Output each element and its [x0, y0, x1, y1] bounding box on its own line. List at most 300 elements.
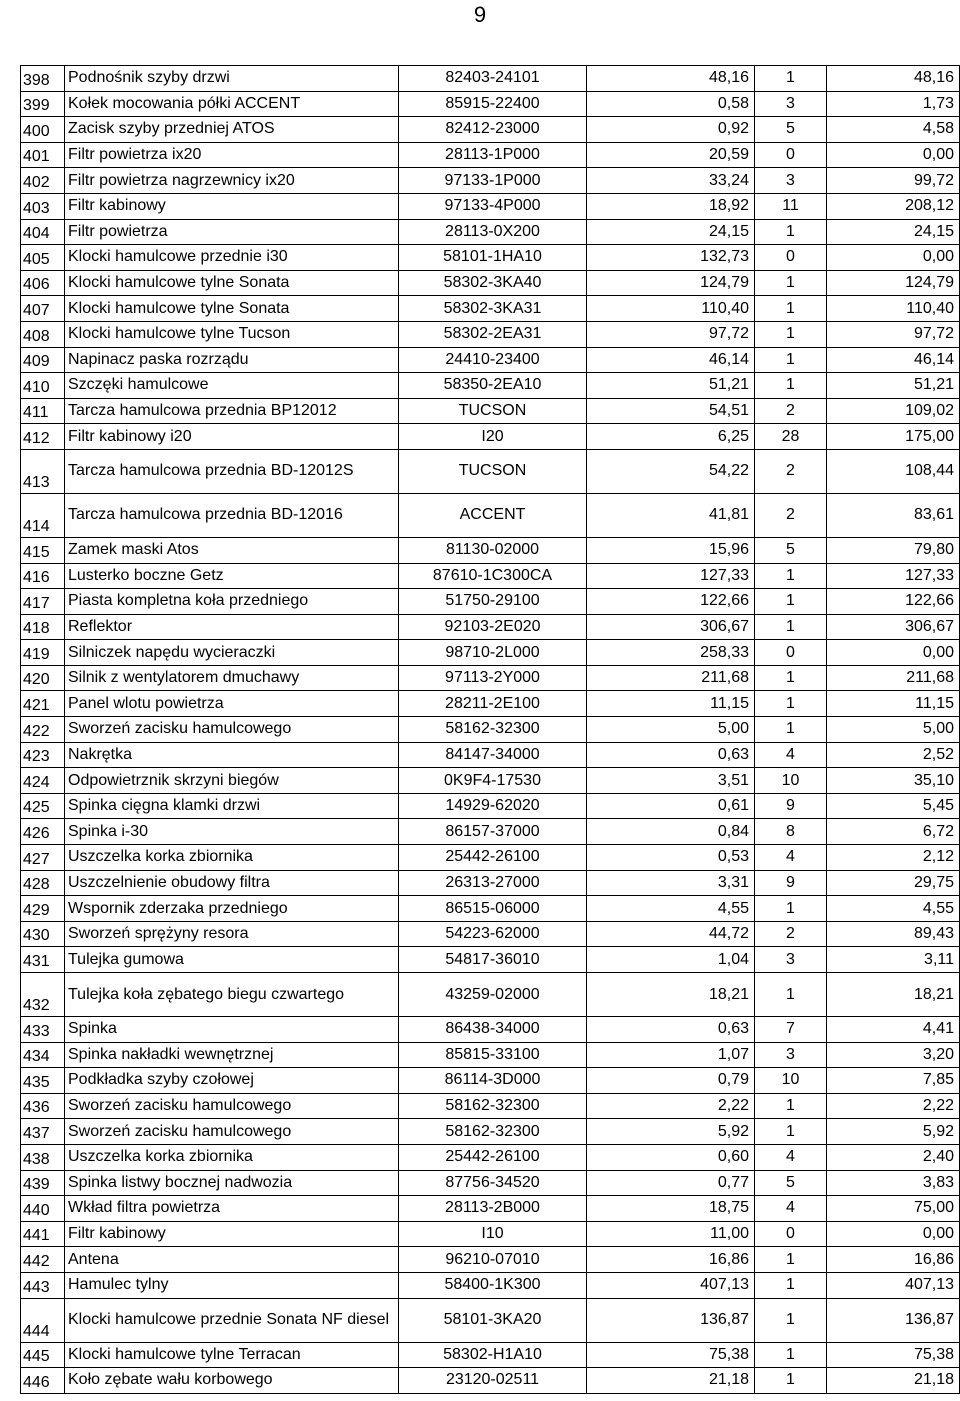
table-row [21, 563, 960, 589]
unit-price-cell: 48,16 [587, 66, 755, 92]
part-name-cell: Szczęki hamulcowe [65, 373, 399, 399]
unit-price-cell: 0,84 [587, 819, 755, 845]
unit-price-cell: 0,58 [587, 91, 755, 117]
part-code-cell: 28211-2E100 [399, 691, 587, 717]
total-value-cell: 136,87 [827, 1298, 960, 1342]
row-number-cell: 408 [21, 321, 65, 347]
table-row [21, 270, 960, 296]
part-code-cell: 58162-32300 [399, 1093, 587, 1119]
part-name-cell: Filtr kabinowy [65, 1221, 399, 1247]
part-code-cell: 14929-62020 [399, 793, 587, 819]
unit-price-cell: 0,92 [587, 117, 755, 143]
part-name-cell: Klocki hamulcowe przednie i30 [65, 245, 399, 271]
table-row [21, 1170, 960, 1196]
table-row [21, 493, 960, 537]
total-value-cell: 18,21 [827, 973, 960, 1017]
quantity-cell: 2 [755, 921, 827, 947]
quantity-cell: 9 [755, 793, 827, 819]
row-number-cell: 434 [21, 1042, 65, 1068]
table-row [21, 1017, 960, 1043]
unit-price-cell: 18,92 [587, 193, 755, 219]
part-code-cell: 28113-0X200 [399, 219, 587, 245]
part-code-cell: 86515-06000 [399, 896, 587, 922]
part-name-cell: Klocki hamulcowe tylne Tucson [65, 321, 399, 347]
quantity-cell: 3 [755, 91, 827, 117]
total-value-cell: 122,66 [827, 589, 960, 615]
total-value-cell: 29,75 [827, 870, 960, 896]
row-number-cell: 412 [21, 424, 65, 450]
quantity-cell: 3 [755, 168, 827, 194]
row-number-cell: 439 [21, 1170, 65, 1196]
table-row [21, 589, 960, 615]
quantity-cell: 28 [755, 424, 827, 450]
table-row [21, 973, 960, 1017]
total-value-cell: 2,40 [827, 1144, 960, 1170]
row-number-cell: 437 [21, 1119, 65, 1145]
part-name-cell: Sworzeń zacisku hamulcowego [65, 1093, 399, 1119]
part-name-cell: Spinka listwy bocznej nadwozia [65, 1170, 399, 1196]
part-code-cell: 82412-23000 [399, 117, 587, 143]
total-value-cell: 89,43 [827, 921, 960, 947]
table-row [21, 117, 960, 143]
row-number-cell: 417 [21, 589, 65, 615]
row-number-cell: 440 [21, 1196, 65, 1222]
table-row [21, 768, 960, 794]
unit-price-cell: 16,86 [587, 1247, 755, 1273]
part-name-cell: Filtr kabinowy i20 [65, 424, 399, 450]
quantity-cell: 3 [755, 947, 827, 973]
part-name-cell: Lusterko boczne Getz [65, 563, 399, 589]
quantity-cell: 1 [755, 665, 827, 691]
quantity-cell: 0 [755, 640, 827, 666]
total-value-cell: 7,85 [827, 1068, 960, 1094]
row-number-cell: 428 [21, 870, 65, 896]
quantity-cell: 5 [755, 537, 827, 563]
row-number-cell: 407 [21, 296, 65, 322]
row-number-cell: 425 [21, 793, 65, 819]
unit-price-cell: 0,63 [587, 742, 755, 768]
part-code-cell: 86438-34000 [399, 1017, 587, 1043]
part-name-cell: Tarcza hamulcowa przednia BD-12016 [65, 493, 399, 537]
part-name-cell: Silniczek napędu wycieraczki [65, 640, 399, 666]
part-code-cell: 26313-27000 [399, 870, 587, 896]
part-name-cell: Kołek mocowania półki ACCENT [65, 91, 399, 117]
row-number-cell: 435 [21, 1068, 65, 1094]
row-number-cell: 420 [21, 665, 65, 691]
total-value-cell: 83,61 [827, 493, 960, 537]
table-row [21, 793, 960, 819]
quantity-cell: 9 [755, 870, 827, 896]
unit-price-cell: 75,38 [587, 1342, 755, 1368]
unit-price-cell: 4,55 [587, 896, 755, 922]
total-value-cell: 79,80 [827, 537, 960, 563]
unit-price-cell: 0,63 [587, 1017, 755, 1043]
part-code-cell: 58302-3KA40 [399, 270, 587, 296]
row-number-cell: 444 [21, 1298, 65, 1342]
unit-price-cell: 3,51 [587, 768, 755, 794]
unit-price-cell: 132,73 [587, 245, 755, 271]
unit-price-cell: 0,60 [587, 1144, 755, 1170]
part-code-cell: 58302-H1A10 [399, 1342, 587, 1368]
unit-price-cell: 211,68 [587, 665, 755, 691]
table-row [21, 168, 960, 194]
table-row [21, 66, 960, 92]
total-value-cell: 2,12 [827, 845, 960, 871]
total-value-cell: 35,10 [827, 768, 960, 794]
part-code-cell: 58101-1HA10 [399, 245, 587, 271]
part-code-cell: TUCSON [399, 398, 587, 424]
row-number-cell: 413 [21, 449, 65, 493]
table-row [21, 1272, 960, 1298]
part-code-cell: 0K9F4-17530 [399, 768, 587, 794]
table-row [21, 742, 960, 768]
row-number-cell: 419 [21, 640, 65, 666]
page-number: 9 [473, 2, 487, 27]
part-code-cell: 92103-2E020 [399, 614, 587, 640]
table-row [21, 1247, 960, 1273]
part-code-cell: 96210-07010 [399, 1247, 587, 1273]
part-name-cell: Zamek maski Atos [65, 537, 399, 563]
part-code-cell: 85915-22400 [399, 91, 587, 117]
part-name-cell: Tarcza hamulcowa przednia BD-12012S [65, 449, 399, 493]
table-row [21, 1298, 960, 1342]
quantity-cell: 4 [755, 742, 827, 768]
part-name-cell: Sworzeń zacisku hamulcowego [65, 717, 399, 743]
part-name-cell: Zacisk szyby przedniej ATOS [65, 117, 399, 143]
part-code-cell: 58302-2EA31 [399, 321, 587, 347]
quantity-cell: 4 [755, 1144, 827, 1170]
row-number-cell: 418 [21, 614, 65, 640]
quantity-cell: 1 [755, 1093, 827, 1119]
row-number-cell: 411 [21, 398, 65, 424]
table-row [21, 296, 960, 322]
part-code-cell: 82403-24101 [399, 66, 587, 92]
part-name-cell: Piasta kompletna koła przedniego [65, 589, 399, 615]
quantity-cell: 5 [755, 117, 827, 143]
part-code-cell: 84147-34000 [399, 742, 587, 768]
quantity-cell: 1 [755, 1247, 827, 1273]
part-code-cell: I10 [399, 1221, 587, 1247]
total-value-cell: 4,55 [827, 896, 960, 922]
table-row [21, 640, 960, 666]
part-code-cell: 23120-02511 [399, 1368, 587, 1394]
part-name-cell: Wspornik zderzaka przedniego [65, 896, 399, 922]
row-number-cell: 401 [21, 142, 65, 168]
unit-price-cell: 21,18 [587, 1368, 755, 1394]
part-name-cell: Klocki hamulcowe tylne Terracan [65, 1342, 399, 1368]
unit-price-cell: 18,21 [587, 973, 755, 1017]
table-row [21, 1196, 960, 1222]
total-value-cell: 208,12 [827, 193, 960, 219]
quantity-cell: 1 [755, 896, 827, 922]
table-row [21, 373, 960, 399]
total-value-cell: 3,83 [827, 1170, 960, 1196]
part-code-cell: 87610-1C300CA [399, 563, 587, 589]
quantity-cell: 1 [755, 563, 827, 589]
table-row [21, 1342, 960, 1368]
unit-price-cell: 41,81 [587, 493, 755, 537]
part-code-cell: 54223-62000 [399, 921, 587, 947]
total-value-cell: 0,00 [827, 1221, 960, 1247]
unit-price-cell: 24,15 [587, 219, 755, 245]
table-row [21, 537, 960, 563]
total-value-cell: 4,58 [827, 117, 960, 143]
total-value-cell: 175,00 [827, 424, 960, 450]
row-number-cell: 415 [21, 537, 65, 563]
total-value-cell: 97,72 [827, 321, 960, 347]
quantity-cell: 1 [755, 1298, 827, 1342]
quantity-cell: 4 [755, 845, 827, 871]
table-row [21, 321, 960, 347]
quantity-cell: 1 [755, 66, 827, 92]
total-value-cell: 2,22 [827, 1093, 960, 1119]
unit-price-cell: 15,96 [587, 537, 755, 563]
unit-price-cell: 136,87 [587, 1298, 755, 1342]
total-value-cell: 124,79 [827, 270, 960, 296]
part-code-cell: 58302-3KA31 [399, 296, 587, 322]
total-value-cell: 407,13 [827, 1272, 960, 1298]
unit-price-cell: 51,21 [587, 373, 755, 399]
quantity-cell: 1 [755, 589, 827, 615]
part-code-cell: 97133-4P000 [399, 193, 587, 219]
row-number-cell: 432 [21, 973, 65, 1017]
part-name-cell: Uszczelka korka zbiornika [65, 845, 399, 871]
table-row [21, 1144, 960, 1170]
unit-price-cell: 0,77 [587, 1170, 755, 1196]
row-number-cell: 430 [21, 921, 65, 947]
part-name-cell: Klocki hamulcowe tylne Sonata [65, 270, 399, 296]
unit-price-cell: 407,13 [587, 1272, 755, 1298]
total-value-cell: 16,86 [827, 1247, 960, 1273]
total-value-cell: 6,72 [827, 819, 960, 845]
quantity-cell: 2 [755, 493, 827, 537]
row-number-cell: 422 [21, 717, 65, 743]
part-name-cell: Filtr kabinowy [65, 193, 399, 219]
table-row [21, 921, 960, 947]
part-code-cell: 58400-1K300 [399, 1272, 587, 1298]
unit-price-cell: 54,51 [587, 398, 755, 424]
table-row [21, 691, 960, 717]
part-code-cell: 28113-1P000 [399, 142, 587, 168]
part-code-cell: 58350-2EA10 [399, 373, 587, 399]
part-name-cell: Tarcza hamulcowa przednia BP12012 [65, 398, 399, 424]
table-row [21, 717, 960, 743]
unit-price-cell: 54,22 [587, 449, 755, 493]
row-number-cell: 441 [21, 1221, 65, 1247]
row-number-cell: 409 [21, 347, 65, 373]
quantity-cell: 1 [755, 1272, 827, 1298]
part-name-cell: Nakrętka [65, 742, 399, 768]
unit-price-cell: 46,14 [587, 347, 755, 373]
row-number-cell: 421 [21, 691, 65, 717]
quantity-cell: 1 [755, 1119, 827, 1145]
row-number-cell: 402 [21, 168, 65, 194]
part-name-cell: Koło zębate wału korbowego [65, 1368, 399, 1394]
quantity-cell: 4 [755, 1196, 827, 1222]
unit-price-cell: 1,07 [587, 1042, 755, 1068]
quantity-cell: 8 [755, 819, 827, 845]
unit-price-cell: 124,79 [587, 270, 755, 296]
part-name-cell: Uszczelnienie obudowy filtra [65, 870, 399, 896]
quantity-cell: 1 [755, 219, 827, 245]
table-row [21, 665, 960, 691]
row-number-cell: 406 [21, 270, 65, 296]
quantity-cell: 1 [755, 691, 827, 717]
table-row [21, 614, 960, 640]
quantity-cell: 1 [755, 347, 827, 373]
row-number-cell: 445 [21, 1342, 65, 1368]
row-number-cell: 398 [21, 66, 65, 92]
row-number-cell: 442 [21, 1247, 65, 1273]
row-number-cell: 404 [21, 219, 65, 245]
quantity-cell: 5 [755, 1170, 827, 1196]
part-code-cell: 25442-26100 [399, 1144, 587, 1170]
row-number-cell: 443 [21, 1272, 65, 1298]
unit-price-cell: 0,61 [587, 793, 755, 819]
quantity-cell: 1 [755, 296, 827, 322]
part-name-cell: Filtr powietrza [65, 219, 399, 245]
part-name-cell: Odpowietrznik skrzyni biegów [65, 768, 399, 794]
table-row [21, 1068, 960, 1094]
part-name-cell: Uszczelka korka zbiornika [65, 1144, 399, 1170]
part-code-cell: 97133-1P000 [399, 168, 587, 194]
total-value-cell: 5,45 [827, 793, 960, 819]
row-number-cell: 400 [21, 117, 65, 143]
quantity-cell: 1 [755, 373, 827, 399]
table-row [21, 219, 960, 245]
unit-price-cell: 1,04 [587, 947, 755, 973]
unit-price-cell: 0,53 [587, 845, 755, 871]
quantity-cell: 0 [755, 245, 827, 271]
total-value-cell: 99,72 [827, 168, 960, 194]
part-code-cell: 98710-2L000 [399, 640, 587, 666]
row-number-cell: 446 [21, 1368, 65, 1394]
table-row [21, 1093, 960, 1119]
quantity-cell: 1 [755, 1368, 827, 1394]
table-row [21, 1221, 960, 1247]
table-row [21, 398, 960, 424]
part-name-cell: Panel wlotu powietrza [65, 691, 399, 717]
quantity-cell: 10 [755, 1068, 827, 1094]
part-name-cell: Klocki hamulcowe tylne Sonata [65, 296, 399, 322]
unit-price-cell: 97,72 [587, 321, 755, 347]
table-row [21, 1368, 960, 1394]
total-value-cell: 2,52 [827, 742, 960, 768]
part-name-cell: Tulejka koła zębatego biegu czwartego [65, 973, 399, 1017]
part-code-cell: 28113-2B000 [399, 1196, 587, 1222]
part-code-cell: 87756-34520 [399, 1170, 587, 1196]
total-value-cell: 0,00 [827, 142, 960, 168]
unit-price-cell: 0,79 [587, 1068, 755, 1094]
table-row [21, 193, 960, 219]
total-value-cell: 48,16 [827, 66, 960, 92]
part-code-cell: ACCENT [399, 493, 587, 537]
row-number-cell: 416 [21, 563, 65, 589]
quantity-cell: 7 [755, 1017, 827, 1043]
total-value-cell: 127,33 [827, 563, 960, 589]
part-code-cell: 86114-3D000 [399, 1068, 587, 1094]
part-code-cell: I20 [399, 424, 587, 450]
part-name-cell: Sworzeń sprężyny resora [65, 921, 399, 947]
quantity-cell: 2 [755, 449, 827, 493]
part-name-cell: Reflektor [65, 614, 399, 640]
row-number-cell: 431 [21, 947, 65, 973]
table-row [21, 142, 960, 168]
total-value-cell: 51,21 [827, 373, 960, 399]
part-name-cell: Silnik z wentylatorem dmuchawy [65, 665, 399, 691]
part-name-cell: Podnośnik szyby drzwi [65, 66, 399, 92]
unit-price-cell: 110,40 [587, 296, 755, 322]
row-number-cell: 405 [21, 245, 65, 271]
unit-price-cell: 11,15 [587, 691, 755, 717]
quantity-cell: 1 [755, 717, 827, 743]
parts-table-body [21, 66, 960, 1394]
unit-price-cell: 5,92 [587, 1119, 755, 1145]
unit-price-cell: 258,33 [587, 640, 755, 666]
part-name-cell: Antena [65, 1247, 399, 1273]
total-value-cell: 1,73 [827, 91, 960, 117]
unit-price-cell: 306,67 [587, 614, 755, 640]
table-row [21, 91, 960, 117]
part-code-cell: 86157-37000 [399, 819, 587, 845]
unit-price-cell: 2,22 [587, 1093, 755, 1119]
row-number-cell: 399 [21, 91, 65, 117]
total-value-cell: 21,18 [827, 1368, 960, 1394]
part-code-cell: 58162-32300 [399, 717, 587, 743]
unit-price-cell: 5,00 [587, 717, 755, 743]
part-name-cell: Sworzeń zacisku hamulcowego [65, 1119, 399, 1145]
row-number-cell: 403 [21, 193, 65, 219]
row-number-cell: 414 [21, 493, 65, 537]
unit-price-cell: 6,25 [587, 424, 755, 450]
part-name-cell: Spinka nakładki wewnętrznej [65, 1042, 399, 1068]
quantity-cell: 10 [755, 768, 827, 794]
quantity-cell: 0 [755, 1221, 827, 1247]
quantity-cell: 0 [755, 142, 827, 168]
table-row [21, 947, 960, 973]
row-number-cell: 426 [21, 819, 65, 845]
part-code-cell: 97113-2Y000 [399, 665, 587, 691]
part-name-cell: Spinka i-30 [65, 819, 399, 845]
total-value-cell: 24,15 [827, 219, 960, 245]
part-name-cell: Spinka [65, 1017, 399, 1043]
table-row [21, 245, 960, 271]
part-name-cell: Tulejka gumowa [65, 947, 399, 973]
part-code-cell: 54817-36010 [399, 947, 587, 973]
quantity-cell: 1 [755, 321, 827, 347]
quantity-cell: 2 [755, 398, 827, 424]
unit-price-cell: 127,33 [587, 563, 755, 589]
row-number-cell: 427 [21, 845, 65, 871]
total-value-cell: 306,67 [827, 614, 960, 640]
table-row [21, 819, 960, 845]
part-name-cell: Filtr powietrza ix20 [65, 142, 399, 168]
row-number-cell: 433 [21, 1017, 65, 1043]
part-code-cell: 58162-32300 [399, 1119, 587, 1145]
unit-price-cell: 44,72 [587, 921, 755, 947]
part-name-cell: Spinka cięgna klamki drzwi [65, 793, 399, 819]
total-value-cell: 3,20 [827, 1042, 960, 1068]
part-code-cell: 81130-02000 [399, 537, 587, 563]
unit-price-cell: 122,66 [587, 589, 755, 615]
part-name-cell: Podkładka szyby czołowej [65, 1068, 399, 1094]
part-code-cell: TUCSON [399, 449, 587, 493]
part-code-cell: 85815-33100 [399, 1042, 587, 1068]
total-value-cell: 0,00 [827, 245, 960, 271]
quantity-cell: 1 [755, 270, 827, 296]
table-row [21, 1042, 960, 1068]
row-number-cell: 438 [21, 1144, 65, 1170]
